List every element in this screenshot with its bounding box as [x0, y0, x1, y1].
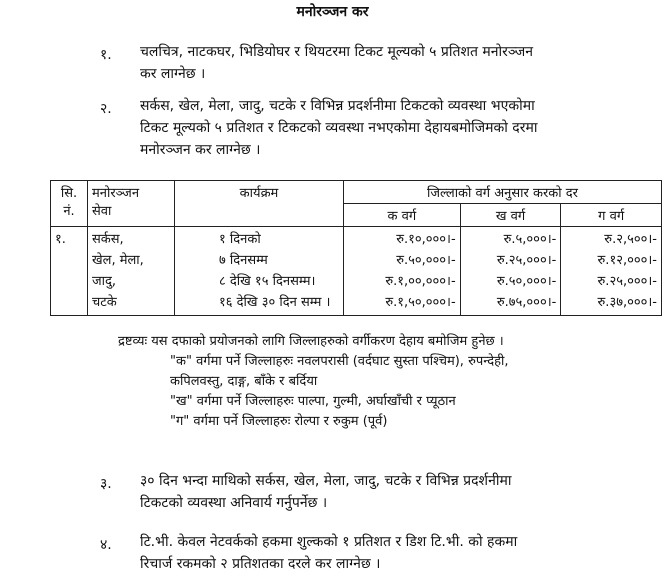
item-1-number: १.: [100, 47, 112, 63]
rates-class-ga: [561, 227, 662, 316]
item-3-line-2: टिकटको व्यवस्था अनिवार्य गर्नुपर्नेछ ।: [140, 495, 328, 511]
item-1-line-2: कर लाग्नेछ ।: [140, 66, 206, 82]
program-duration: ७ दिनसम्म: [219, 253, 268, 268]
rate-value: रु.५०,०००।-: [496, 274, 557, 289]
service-line: खेल, मेला,: [92, 253, 144, 268]
row-service: [88, 227, 175, 316]
rate-value: रु.१०,०००।-: [396, 232, 456, 247]
item-2-line-2: टिकट मूल्यको ५ प्रतिशत र टिकटको व्यवस्था नभएकोमा देहायबमोजिमको दरमा: [140, 120, 538, 136]
rate-value: रु.१,००,०००।-: [385, 274, 456, 289]
program-duration: १६ देखि ३० दिन सम्म ।: [219, 295, 331, 310]
entertainment-tax-rate-table: [50, 180, 662, 316]
rate-value: रु.५,०००।-: [503, 232, 557, 247]
note-class-ka-line-1: "क" वर्गमा पर्ने जिल्लाहरुः नवलपरासी (वर्दघाट सुस्ता पश्चिम), रुपन्देही,: [170, 354, 509, 369]
rate-value: रु.१,५०,०००।-: [385, 295, 456, 310]
item-4-text: [140, 531, 517, 575]
item-1-line-1: चलचित्र, नाटकघर, भिडियोघर र थियटरमा टिकट मूल्यको ५ प्रतिशत मनोरञ्जन: [140, 44, 534, 60]
item-3-number: ३.: [100, 476, 112, 492]
page-title: मनोरञ्जन कर: [296, 4, 369, 20]
item-4-line-2: रिचार्ज रकमको २ प्रतिशतका दरले कर लाग्नेछ ।: [140, 556, 381, 572]
header-service: [88, 181, 175, 227]
item-1-text: [140, 41, 533, 85]
header-serial: [51, 181, 88, 227]
header-service-line-1: मनोरञ्जन: [92, 186, 140, 201]
program-duration: ८ देखि १५ दिनसम्म।: [219, 274, 316, 289]
note-class-ga: "ग" वर्गमा पर्ने जिल्लाहरुः रोल्पा र रुकुम (पूर्व): [170, 414, 388, 429]
item-4-line-1: टि.भी. केवल नेटवर्कको हकमा शुल्कको १ प्रतिशत र डिश टि.भी. को हकमा: [140, 534, 518, 550]
program-duration: १ दिनको: [219, 232, 261, 247]
rate-value: रु.२५,०००।-: [597, 274, 657, 289]
header-district-rate: जिल्लाको वर्ग अनुसार करको दर: [344, 181, 662, 204]
item-2-number: २.: [100, 101, 112, 117]
row-programs: [175, 227, 344, 316]
header-serial-line-2: नं.: [63, 204, 75, 219]
rate-value: रु.३७,०००।-: [597, 295, 657, 310]
classification-note: [118, 332, 509, 432]
item-3-text: [140, 470, 511, 514]
item-2-line-1: सर्कस, खेल, मेला, जादु, चटके र विभिन्न प्रदर्शनीमा टिकटको व्यवस्था भएकोमा: [140, 98, 535, 114]
item-2-line-3: मनोरञ्जन कर लाग्नेछ ।: [140, 142, 261, 158]
rate-value: रु.५०,०००।-: [396, 253, 456, 268]
service-line: जादु,: [92, 274, 117, 289]
header-class-ka: क वर्ग: [344, 204, 461, 227]
service-line: चटके: [92, 295, 117, 310]
note-class-ka-line-2: कपिलवस्तु, दाङ्ग, बाँके र बर्दिया: [170, 374, 318, 389]
header-class-kha: ख वर्ग: [460, 204, 561, 227]
header-class-ga: ग वर्ग: [561, 204, 662, 227]
table-row: [51, 227, 662, 316]
rates-class-kha: [460, 227, 561, 316]
header-program: कार्यक्रम: [175, 181, 344, 227]
rates-class-ka: [344, 227, 461, 316]
item-3-line-1: ३० दिन भन्दा माथिको सर्कस, खेल, मेला, जादु, चटके र विभिन्न प्रदर्शनीमा: [140, 473, 512, 489]
rate-value: रु.२,५००।-: [604, 232, 657, 247]
rate-value: रु.२५,०००।-: [496, 253, 557, 268]
item-4-number: ४.: [100, 537, 112, 553]
header-serial-line-1: सि.: [60, 186, 78, 201]
note-intro: द्रष्टव्यः यस दफाको प्रयोजनको लागि जिल्लाहरुको वर्गीकरण देहाय बमोजिम हुनेछ ।: [118, 334, 504, 349]
service-line: सर्कस,: [92, 232, 124, 247]
item-2-text: [140, 95, 537, 161]
note-class-kha: "ख" वर्गमा पर्ने जिल्लाहरुः पाल्पा, गुल्मी, अर्घाखाँची र प्यूठान: [170, 394, 456, 409]
rate-value: रु.७५,०००।-: [496, 295, 557, 310]
header-service-line-2: सेवा: [92, 204, 112, 219]
rate-value: रु.१२,०००।-: [597, 253, 657, 268]
row-serial: १.: [51, 227, 88, 316]
